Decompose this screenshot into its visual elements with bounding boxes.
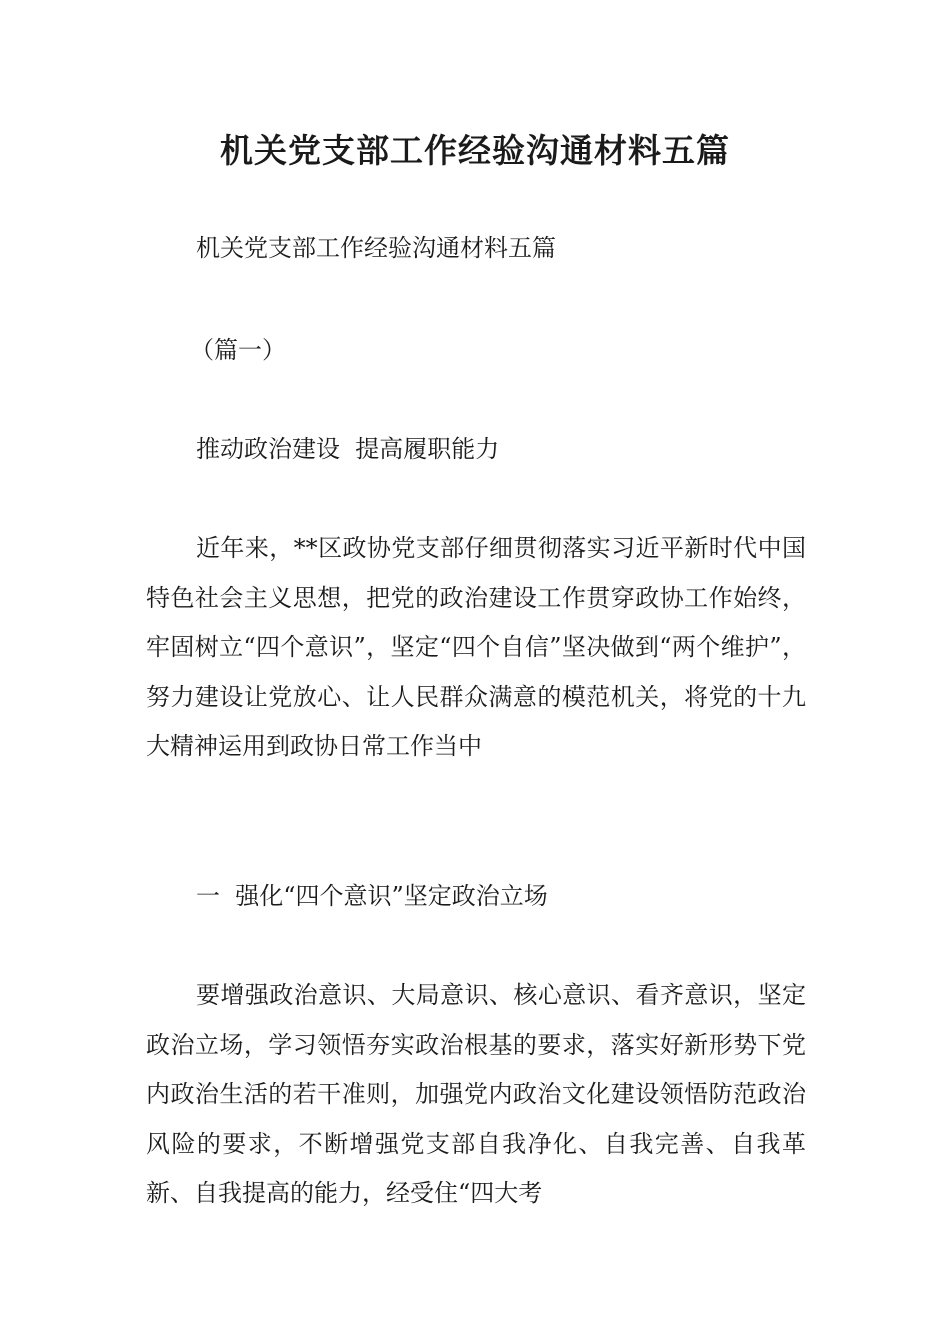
document-subtitle: 机关党支部工作经验沟通材料五篇: [196, 234, 556, 262]
subsection-heading-1: 一 强化“四个意识”坚定政治立场: [196, 882, 548, 910]
document-title: 机关党支部工作经验沟通材料五篇: [220, 131, 730, 170]
body-paragraph-2: 要增强政治意识、大局意识、核心意识、看齐意识，坚定政治立场，学习领悟夯实政治根基的要求，落实好新形势下党内政治生活的若干准则，加强党内政治文化建设领悟防范政治风险的要求，不断增强党支部自我净化、自我完善、自我革新、自我提高的能力，经受住“四大考: [146, 981, 806, 1207]
body-paragraph-1: 近年来，**区政协党支部仔细贯彻落实习近平新时代中国特色社会主义思想，把党的政治建设工作贯穿政协工作始终，牢固树立“四个意识”，坚定“四个自信”坚决做到“两个维护”，努力建设让党放心、让人民群众满意的模范机关，将党的十九大精神运用到政协日常工作当中: [146, 534, 806, 760]
chapter-label: （篇一）: [190, 336, 286, 364]
section-heading: 推动政治建设 提高履职能力: [196, 435, 500, 463]
